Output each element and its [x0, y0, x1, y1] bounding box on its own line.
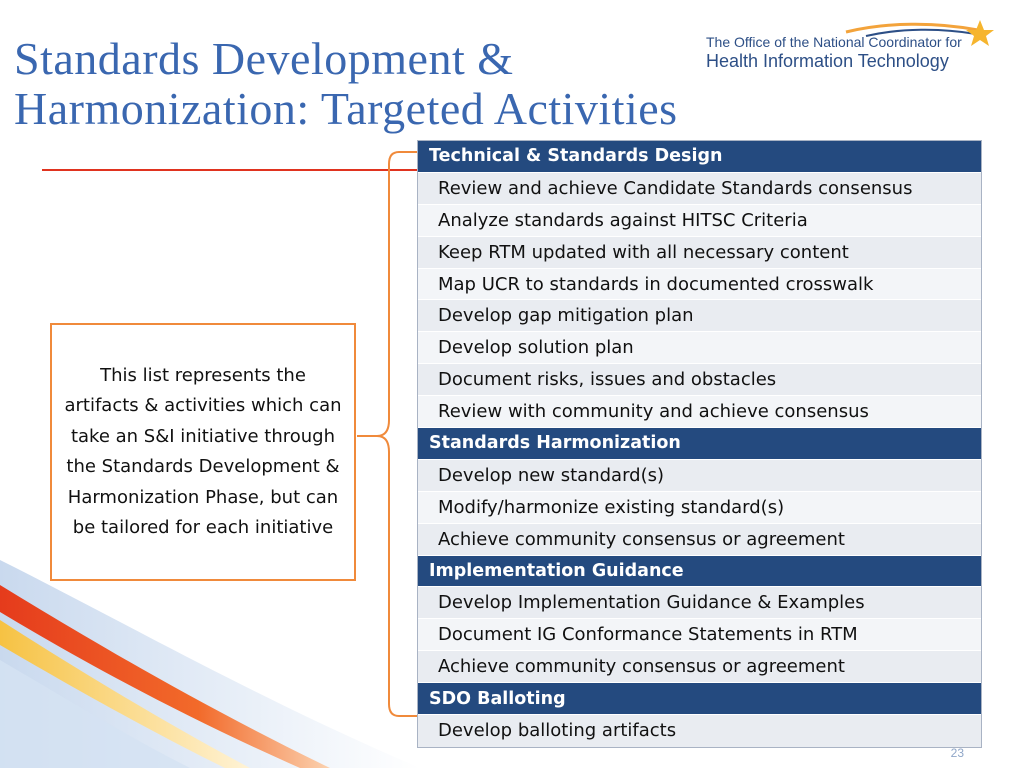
table-row: Develop new standard(s): [418, 460, 981, 492]
logo-line-2: Health Information Technology: [706, 51, 949, 71]
table-row: Develop Implementation Guidance & Examples: [418, 587, 981, 619]
title-line-1: Standards Development &: [14, 33, 514, 84]
table-row: Analyze standards against HITSC Criteria: [418, 205, 981, 237]
section-header-sdo-balloting: SDO Balloting: [418, 683, 981, 715]
table-row: Review and achieve Candidate Standards consensus: [418, 173, 981, 205]
section-header-standards-harmonization: Standards Harmonization: [418, 428, 981, 460]
bracket-connector: [355, 150, 419, 720]
logo-line-1: The Office of the National Coordinator for: [706, 34, 962, 50]
table-row: Review with community and achieve consensus: [418, 396, 981, 428]
table-row: Develop gap mitigation plan: [418, 300, 981, 332]
page-number: 23: [950, 746, 964, 760]
section-header-technical-standards-design: Technical & Standards Design: [418, 141, 981, 173]
table-row: Achieve community consensus or agreement: [418, 524, 981, 556]
table-row: Develop balloting artifacts: [418, 715, 981, 747]
callout-box: [50, 323, 356, 581]
section-header-implementation-guidance: Implementation Guidance: [418, 556, 981, 588]
table-row: Achieve community consensus or agreement: [418, 651, 981, 683]
table-row: Document risks, issues and obstacles: [418, 364, 981, 396]
star-swoosh-icon: [696, 18, 996, 82]
activities-table: [417, 140, 982, 748]
table-row: Develop solution plan: [418, 332, 981, 364]
table-row: Map UCR to standards in documented crosswalk: [418, 269, 981, 301]
table-row: Keep RTM updated with all necessary content: [418, 237, 981, 269]
title-line-2: Harmonization: Targeted Activities: [14, 83, 678, 134]
table-row: Document IG Conformance Statements in RTM: [418, 619, 981, 651]
onc-logo: [696, 18, 996, 82]
callout-text: This list represents the artifacts & activities which can take an S&I initiative through the Standards Development & Harmonization Phase, but can be tailored for each initiative: [64, 364, 342, 538]
table-row: Modify/harmonize existing standard(s): [418, 492, 981, 524]
